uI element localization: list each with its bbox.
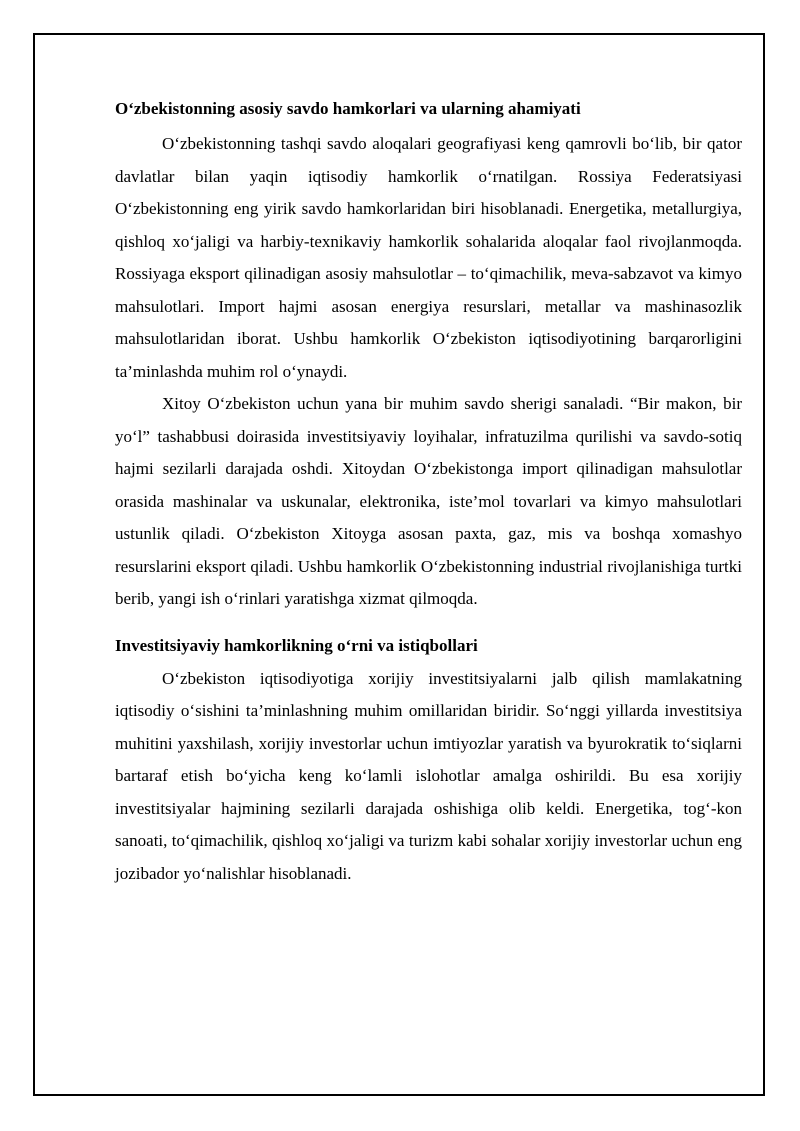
section-heading-trade-partners: O‘zbekistonning asosiy savdo hamkorlari va ularning ahamiyati [115,99,581,118]
paragraph-russia: O‘zbekistonning tashqi savdo aloqalari geografiyasi keng qamrovli bo‘lib, bir qator davlatlar bilan yaqin iqtisodiy hamkorlik o‘rnatilgan. Rossiya Federatsiyasi O‘zbekistonning eng yirik savdo hamkorlaridan biri hisoblanadi. Energetika, metallurgiya, qishloq xo‘jaligi va harbiy-texnikaviy hamkorlik sohalarida aloqalar faol rivojlanmoqda. Rossiyaga eksport qilinadigan asosiy mahsulotlar – to‘qimachilik, meva-sabzavot va kimyo mahsulotlari. Import hajmi asosan energiya resurslari, metallar va mashinasozlik mahsulotlaridan iborat. Ushbu hamkorlik O‘zbekiston iqtisodiyotining barqarorligini ta’minlashda muhim rol o‘ynaydi. [115,134,742,381]
document-body [115,98,742,890]
paragraph-china: Xitoy O‘zbekiston uchun yana bir muhim savdo sherigi sanaladi. “Bir makon, bir yo‘l” tashabbusi doirasida investitsiyaviy loyihalar, infratuzilma qurilishi va savdo-sotiq hajmi sezilarli darajada oshdi. Xitoydan O‘zbekistonga import qilinadigan mahsulotlar orasida mashinalar va uskunalar, elektronika, iste’mol tovarlari va kimyo mahsulotlari ustunlik qiladi. O‘zbekiston Xitoyga asosan paxta, gaz, mis va boshqa xomashyo resurslarini eksport qiladi. Ushbu hamkorlik O‘zbekistonning industrial rivojlanishiga turtki berib, yangi ish o‘rinlari yaratishga xizmat qilmoqda. [115,394,742,608]
paragraph-investment: O‘zbekiston iqtisodiyotiga xorijiy investitsiyalarni jalb qilish mamlakatning iqtisodiy o‘sishini ta’minlashning muhim omillaridan biridir. So‘nggi yillarda investitsiya muhitini yaxshilash, xorijiy investorlar uchun imtiyozlar yaratish va byurokratik to‘siqlarni bartaraf etish bo‘yicha keng ko‘lamli islohotlar amalga oshirildi. Bu esa xorijiy investitsiyalar hajmining sezilarli darajada oshishiga olib keldi. Energetika, tog‘-kon sanoati, to‘qimachilik, qishloq xo‘jaligi va turizm kabi sohalar xorijiy investorlar uchun eng jozibador yo‘nalishlar hisoblanadi. [115,668,742,883]
section-heading-investment: Investitsiyaviy hamkorlikning o‘rni va istiqbollari [115,635,478,655]
